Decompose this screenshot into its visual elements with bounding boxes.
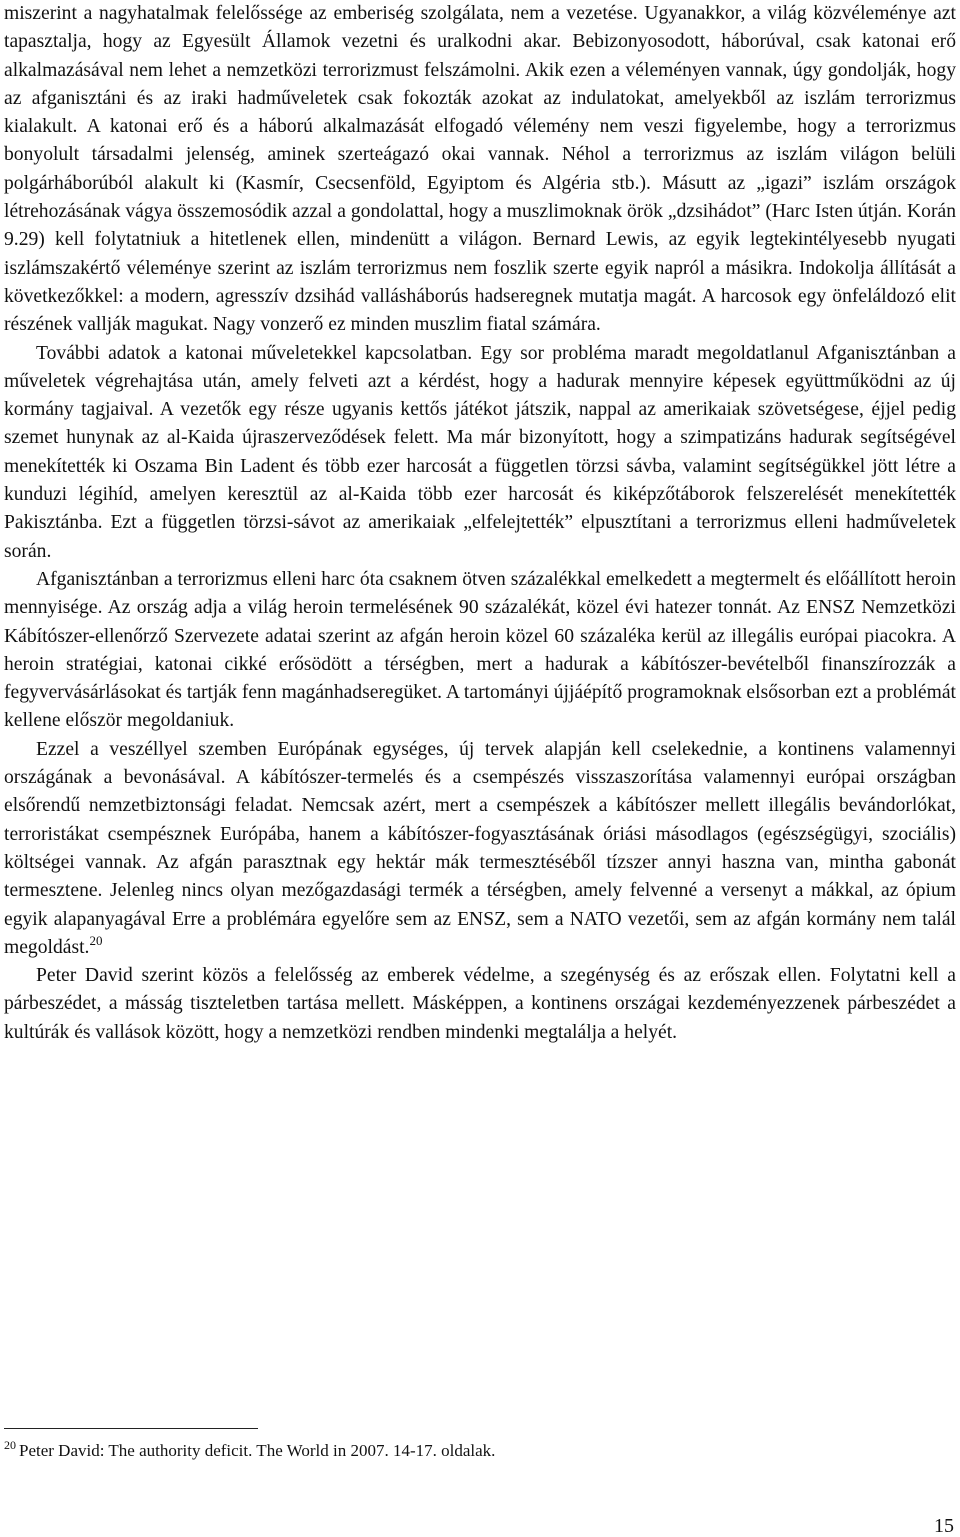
document-body (4, 0, 956, 1047)
page-number: 15 (934, 1515, 954, 1537)
paragraph-2 (4, 340, 956, 566)
footnote-text: Peter David: The authority deficit. The World in 2007. 14-17. oldalak. (19, 1441, 496, 1460)
paragraph-3 (4, 566, 956, 736)
paragraph-3-text: Afganisztánban a terrorizmus elleni harc óta csaknem ötven százalékkal emelkedett a megtermelt és előállított heroin mennyisége. Az ország adja a világ heroin termelésének 90 százalékát, közel évi hatezer tonnát. Az ENSZ Nemzetközi Kábítószer-ellenőrző Szervezete adatai szerint az afgán heroin közel 60 százaléka kerül az illegális európai piacokra. A heroin stratégiai, katonai cikké erősödött a térségben, mert a hadurak a kábítószer-bevételből finanszírozzák a fegyvervásárlásokat és tartják fenn magánhadseregüket. A tartományi újjáépítő programoknak elsősorban ezt a problémát kellene először megoldaniuk. (4, 568, 956, 732)
paragraph-4 (4, 736, 956, 962)
paragraph-5-text: Peter David szerint közös a felelősség az emberek védelme, a szegénység és az erőszak ellen. Folytatni kell a párbeszédet, a másság tiszteletben tartása mellett. Másképpen, a kontinens országai kezdeményezzenek párbeszédet a kultúrák és vallások között, hogy a nemzetközi rendben mindenki megtalálja a helyét. (4, 965, 956, 1043)
footnote (4, 1440, 944, 1462)
paragraph-5 (4, 962, 956, 1047)
footnote-number: 20 (4, 1438, 16, 1452)
footnote-reference[interactable]: 20 (89, 932, 103, 948)
paragraph-2-text: További adatok a katonai műveletekkel kapcsolatban. Egy sor probléma maradt megoldatlanul Afganisztánban a műveletek végrehajtása után, amely felveti azt a kérdést, hogy a hadurak mennyire képesek együttműködni az új kormány tagjaival. A vezetők egy része ugyanis kettős játékot játszik, nappal az amerikaiak szövetségese, éjjel pedig szemet hunynak az al-Kaida újraszerveződések felett. Ma már bizonyított, hogy a szimpatizáns hadurak segítségével menekítették ki Oszama Bin Ladent és több ezer harcosát a független törzsi sávba, valamint segítségükkel jött létre a kunduzi légihíd, amelyen keresztül az al-Kaida több ezer harcosát és kiképzőtáborok felszerelését menekítették Pakisztánba. Ezt a független törzsi-sávot az amerikaiak „elfelejtették” elpusztítani a terrorizmus elleni hadműveletek során. (4, 342, 956, 562)
paragraph-1-text: miszerint a nagyhatalmak felelőssége az emberiség szolgálata, nem a vezetése. Ugyanakkor, a világ közvéleménye azt tapasztalja, hogy az Egyesült Államok vezetni és uralkodni akar. Bebizonyosodott, háborúval, csak katonai erő alkalmazásával nem lehet a nemzetközi terrorizmust felszámolni. Akik ezen a véleményen vannak, úgy gondolják, hogy az afganisztáni és az iraki hadműveletek csak fokozták azokat az indulatokat, amelyekből az iszlám terrorizmus kialakult. A katonai erő és a háború alkalmazását elfogadó vélemény nem veszi figyelembe, hogy a terrorizmus bonyolult társadalmi jelenség, aminek szerteágazó okai vannak. Néhol a terrorizmus az iszlám világon belüli polgárháborúból alakult ki (Kasmír, Csecsenföld, Egyiptom és Algéria stb.). Másutt az „igazi” iszlám országok létrehozásának vágya összemosódik azzal a gondolattal, hogy a muszlimoknak örök „dzsihádot” (Harc Isten útján. Korán 9.29) kell folytatniuk a hitetlenek ellen, mindenütt a világon. Bernard Lewis, az egyik legtekintélyesebb nyugati iszlámszakértő véleménye szerint az iszlám terrorizmus nem foszlik szerte egyik napról a másikra. Indokolja állítását a következőkkel: a modern, agresszív dzsihád vallásháborús hadseregnek mutatja magát. A harcosok egy önfeláldozó elit részének vallják magukat. Nagy vonzerő ez minden muszlim fiatal számára. (4, 3, 956, 336)
paragraph-4-text: Ezzel a veszéllyel szemben Európának egységes, új tervek alapján kell cselekednie, a kontinens valamennyi országának a bevonásával. A kábítószer-termelés és a csempészés visszaszorítása valamennyi európai országban elsőrendű nemzetbiztonsági feladat. Nemcsak azért, mert a csempészek a kábítószer mellett illegális bevándorlókat, terroristákat csempésznek Európába, hanem a kábítószer-fogyasztásának óriási másodlagos (egészségügyi, szociális) költségei vannak. Az afgán parasztnak egy hektár mák termesztéséből tízszer annyi haszna van, mintha gabonát termesztene. Jelenleg nincs olyan mezőgazdasági termék a térségben, amely felvenné a versenyt a mákkal, az ópium egyik alapanyagával Erre a problémára egyelőre sem az ENSZ, sem a NATO vezetői, sem az afgán kormány nem talál megoldást. (4, 738, 956, 958)
paragraph-1 (4, 0, 956, 340)
footnote-divider (4, 1428, 258, 1429)
